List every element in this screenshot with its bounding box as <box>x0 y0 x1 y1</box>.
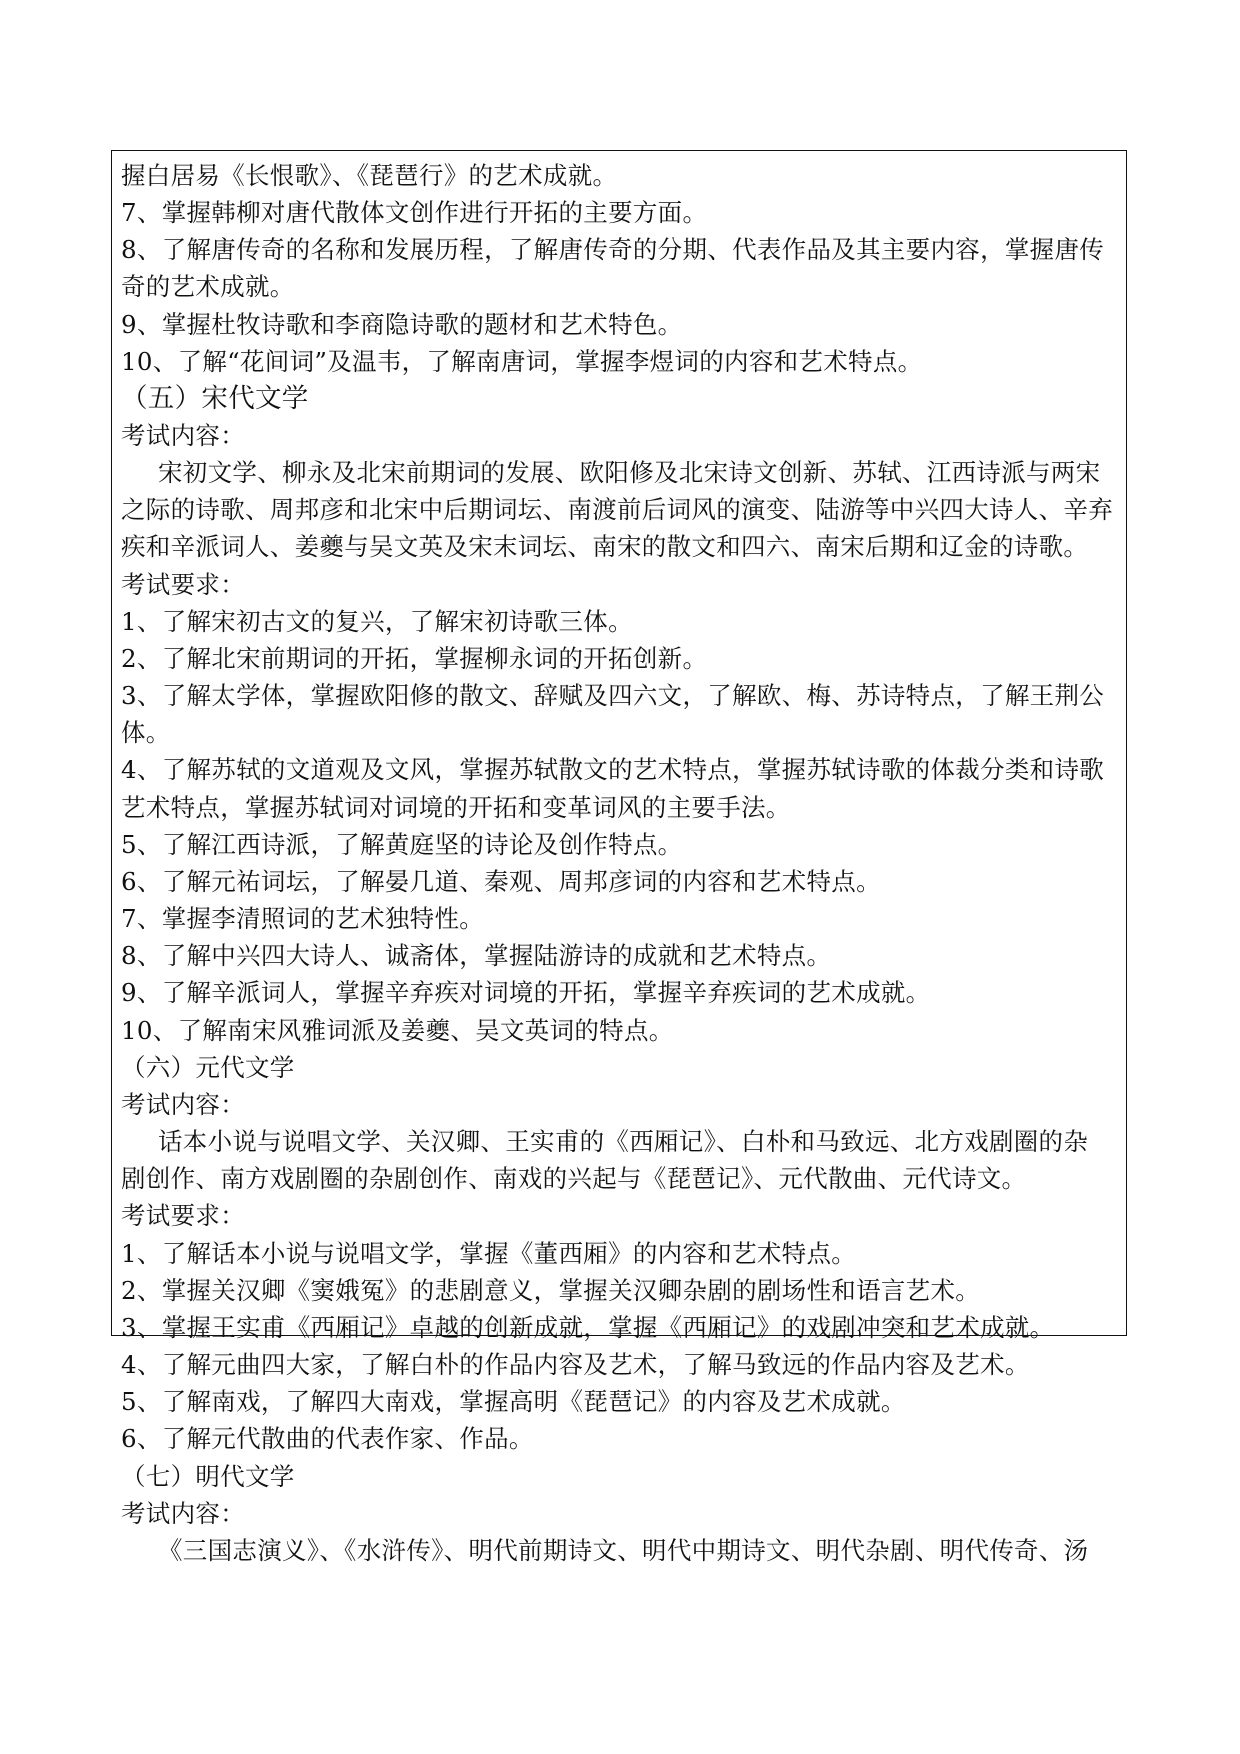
subheading: 考试内容： <box>121 1499 245 1528</box>
paragraph-line: 话本小说与说唱文学、关汉卿、王实甫的《西厢记》、白朴和马致远、北方戏剧圈的杂 <box>158 1127 1089 1156</box>
text-line: 2、掌握关汉卿《窦娥冤》的悲剧意义，掌握关汉卿杂剧的剧场性和语言艺术。 <box>121 1276 981 1305</box>
text-line: 3、了解太学体，掌握欧阳修的散文、辞赋及四六文，了解欧、梅、苏诗特点，了解王荆公 <box>121 681 1105 710</box>
text-line: 奇的艺术成就。 <box>121 272 295 301</box>
text-line: 4、了解苏轼的文道观及文风，掌握苏轼散文的艺术特点，掌握苏轼诗歌的体裁分类和诗歌 <box>121 755 1105 784</box>
text-line: 8、了解中兴四大诗人、诚斋体，掌握陆游诗的成就和艺术特点。 <box>121 941 832 970</box>
text-line: 9、了解辛派词人，掌握辛弃疾对词境的开拓，掌握辛弃疾词的艺术成就。 <box>121 978 931 1007</box>
text-line: 7、掌握韩柳对唐代散体文创作进行开拓的主要方面。 <box>121 198 708 227</box>
paragraph-line: 《三国志演义》、《水浒传》、明代前期诗文、明代中期诗文、明代杂剧、明代传奇、汤 <box>158 1536 1089 1565</box>
text-line: 9、掌握杜牧诗歌和李商隐诗歌的题材和艺术特色。 <box>121 310 683 339</box>
text-line: 5、了解南戏，了解四大南戏，掌握高明《琵琶记》的内容及艺术成就。 <box>121 1387 906 1416</box>
section-heading: （六）元代文学 <box>121 1053 295 1082</box>
text-line: 1、了解话本小说与说唱文学，掌握《董西厢》的内容和艺术特点。 <box>121 1239 857 1268</box>
paragraph-line: 之际的诗歌、周邦彦和北宋中后期词坛、南渡前后词风的演变、陆游等中兴四大诗人、辛弃 <box>121 495 1113 524</box>
text-line: 7、掌握李清照词的艺术独特性。 <box>121 904 485 933</box>
text-line: 6、了解元祐词坛，了解晏几道、秦观、周邦彦词的内容和艺术特点。 <box>121 867 881 896</box>
text-line: 6、了解元代散曲的代表作家、作品。 <box>121 1424 534 1453</box>
paragraph-line: 宋初文学、柳永及北宋前期词的发展、欧阳修及北宋诗文创新、苏轼、江西诗派与两宋 <box>158 458 1101 487</box>
text-line: 10、了解南宋风雅词派及姜夔、吴文英词的特点。 <box>121 1016 674 1045</box>
subheading: 考试内容： <box>121 1090 245 1119</box>
text-line: 2、了解北宋前期词的开拓，掌握柳永词的开拓创新。 <box>121 644 708 673</box>
subheading: 考试要求： <box>121 570 245 599</box>
text-line: 10、了解“花间词”及温韦，了解南唐词，掌握李煜词的内容和艺术特点。 <box>121 347 923 376</box>
text-line: 4、了解元曲四大家，了解白朴的作品内容及艺术，了解马致远的作品内容及艺术。 <box>121 1350 1030 1379</box>
text-line: 3、掌握王实甫《西厢记》卓越的创新成就，掌握《西厢记》的戏剧冲突和艺术成就。 <box>121 1313 1055 1342</box>
subheading: 考试要求： <box>121 1201 245 1230</box>
subheading: 考试内容： <box>121 421 245 450</box>
text-line: 1、了解宋初古文的复兴，了解宋初诗歌三体。 <box>121 607 633 636</box>
text-line: 艺术特点，掌握苏轼词对词境的开拓和变革词风的主要手法。 <box>121 793 791 822</box>
text-line: 5、了解江西诗派，了解黄庭坚的诗论及创作特点。 <box>121 830 683 859</box>
section-heading: （七）明代文学 <box>121 1462 295 1491</box>
paragraph-line: 疾和辛派词人、姜夔与吴文英及宋末词坛、南宋的散文和四六、南宋后期和辽金的诗歌。 <box>121 532 1089 561</box>
text-line: 握白居易《长恨歌》、《琵琶行》的艺术成就。 <box>121 161 618 190</box>
section-heading: （五）宋代文学 <box>121 383 309 414</box>
text-line: 8、了解唐传奇的名称和发展历程，了解唐传奇的分期、代表作品及其主要内容，掌握唐传 <box>121 235 1105 264</box>
paragraph-line: 剧创作、南方戏剧圈的杂剧创作、南戏的兴起与《琵琶记》、元代散曲、元代诗文。 <box>121 1164 1027 1193</box>
text-line: 体。 <box>121 718 171 747</box>
